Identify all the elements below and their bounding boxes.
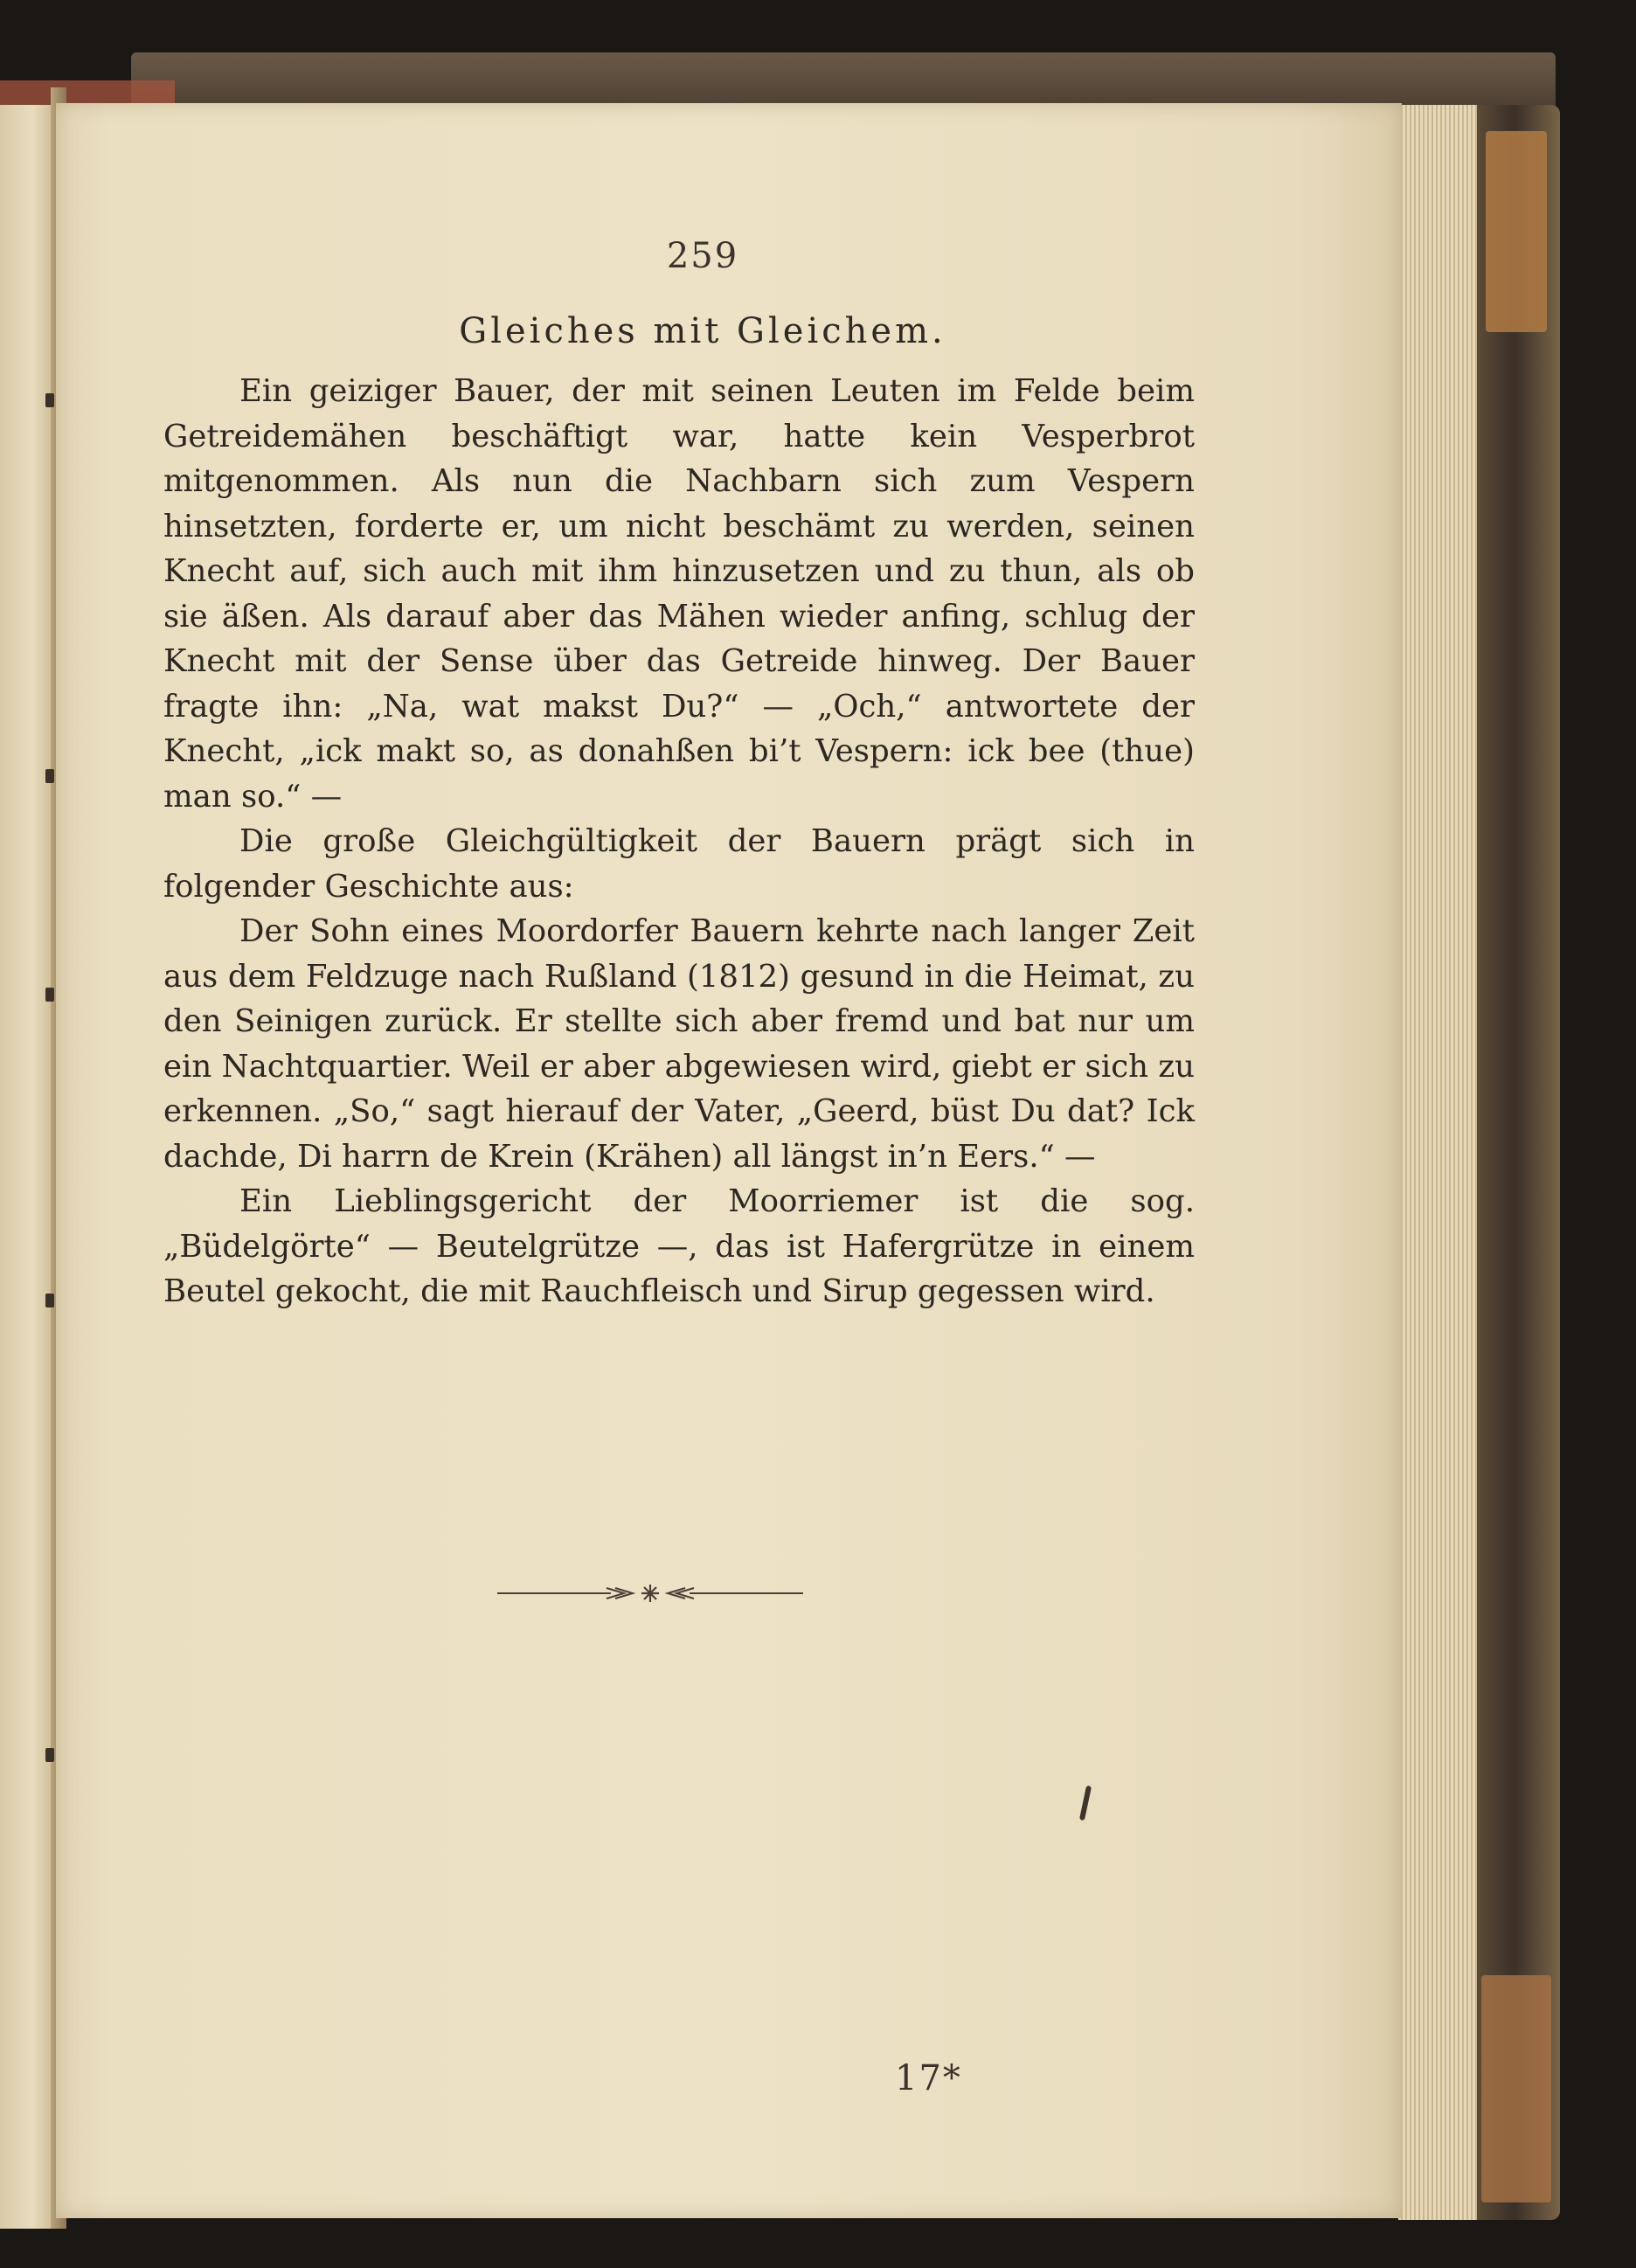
ink-stain [1079, 1786, 1092, 1821]
book-cover-right [1477, 105, 1560, 2220]
binding-thread-mark [45, 1294, 54, 1307]
page-stack-edge [1398, 105, 1477, 2220]
paragraph: Der Sohn eines Moordorfer Bauern kehrte nach langer Zeit aus dem Feldzuge nach Rußland (1812) gesund in die Heimat, zu den Seinigen zurück. Er stellte sich aber fremd und bat nur um ein Nachtquartier. Weil er aber abgewiesen wird, giebt er sich zu erkennen. „So,“ sagt hierauf der Vater, „Geerd, büst Du dat? Ick dachde, Di harrn de Krein (Krähen) all längst in’n Eers.“ — [163, 913, 1195, 1175]
left-page-edge [0, 105, 54, 2229]
binding-thread-mark [45, 393, 54, 407]
body-text [163, 369, 1195, 1314]
page-number: 259 [666, 236, 739, 276]
printer-signature-mark: 17* [895, 2058, 962, 2098]
book-page [56, 103, 1402, 2218]
binding-thread-mark [45, 769, 54, 783]
paragraph: Ein Lieblingsgericht der Moorriemer ist die sog. „Büdelgörte“ — Beutelgrütze —, das ist Hafergrütze in einem Beutel gekocht, die mit Rauchfleisch und Sirup gegessen wird. [163, 1183, 1195, 1309]
leather-corner-top [1486, 131, 1547, 332]
paragraph: Ein geiziger Bauer, der mit seinen Leuten im Felde beim Getreidemähen beschäftigt war, hatte kein Vesperbrot mitgenommen. Als nun die Nachbarn sich zum Vespern hinsetzten, forderte er, um nicht beschämt zu werden, seinen Knecht auf, sich auch mit ihm hinzusetzen und zu thun, als ob sie äßen. Als darauf aber das Mähen wieder anfing, schlug der Knecht mit der Sense über das Getreide hinweg. Der Bauer fragte ihn: „Na, wat makst Du?“ — „Och,“ antwortete der Knecht, „ick makt so, as donahßen bi’t Vespern: ick bee (thue) man so.“ — [163, 373, 1195, 815]
leather-corner-bottom [1481, 1975, 1551, 2202]
binding-thread-mark [45, 1748, 54, 1762]
paragraph: Die große Gleichgültigkeit der Bauern prägt sich in folgender Geschichte aus: [163, 823, 1195, 905]
binding-thread-mark [45, 988, 54, 1002]
ornament-divider [497, 1580, 803, 1606]
chapter-title: Gleiches mit Gleichem. [459, 311, 946, 351]
